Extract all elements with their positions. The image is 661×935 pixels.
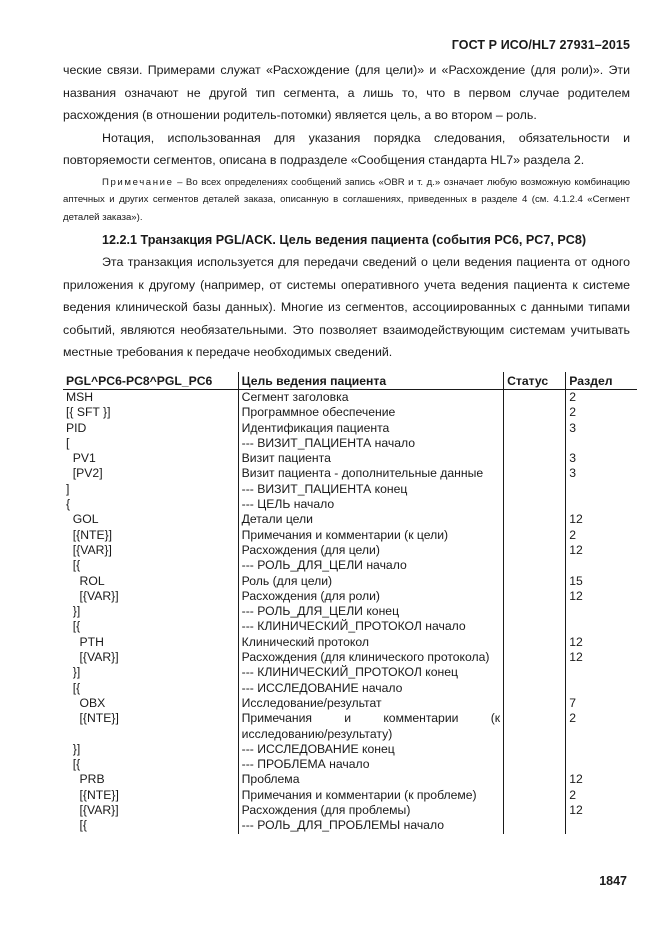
- segment-cell: PTH: [66, 634, 104, 649]
- segment-cell: [{VAR}]: [66, 588, 119, 603]
- segment-cell: [: [66, 435, 70, 450]
- segment-table: [63, 372, 637, 834]
- status-cell: [504, 405, 566, 420]
- table-row: [63, 818, 637, 833]
- section-cell: 2: [566, 528, 637, 543]
- header-section: Раздел: [566, 372, 637, 390]
- section-cell: 12: [566, 512, 637, 527]
- description-cell: --- КЛИНИЧЕСКИЙ_ПРОТОКОЛ начало: [238, 619, 503, 634]
- status-cell: [504, 482, 566, 497]
- section-cell: [566, 558, 637, 573]
- section-cell: 15: [566, 574, 637, 589]
- section-cell: [566, 742, 637, 757]
- segment-cell: }]: [66, 604, 81, 619]
- table-row: [63, 711, 637, 742]
- segment-cell: PV1: [66, 451, 96, 466]
- segment-cell: [{NTE}]: [66, 787, 119, 802]
- status-cell: [504, 497, 566, 512]
- description-cell: --- ИССЛЕДОВАНИЕ конец: [238, 742, 503, 757]
- status-cell: [504, 390, 566, 406]
- segment-cell: [{: [66, 757, 81, 772]
- table-row: [63, 466, 637, 481]
- table-row: [63, 803, 637, 818]
- description-cell: Примечания и комментарии (к проблеме): [238, 788, 503, 803]
- status-cell: [504, 818, 566, 833]
- section-cell: 2: [566, 788, 637, 803]
- status-cell: [504, 635, 566, 650]
- description-cell: Расхождения (для роли): [238, 589, 503, 604]
- segment-cell: [{: [66, 619, 81, 634]
- section-cell: [566, 604, 637, 619]
- status-cell: [504, 757, 566, 772]
- note: [63, 174, 630, 227]
- description-cell: Визит пациента: [238, 451, 503, 466]
- status-cell: [504, 803, 566, 818]
- body-text: [63, 59, 630, 364]
- note-text: – Во всех определениях сообщений запись «OBR и т. д.» означает любую возможную комбинацию аптечных и других сегментов деталей заказа, описанную в соглашениях, приведенных в разделе 4 (см. 4.1.2.4 «Сегмент деталей заказа»).: [63, 176, 630, 223]
- status-cell: [504, 681, 566, 696]
- table-row: [63, 589, 637, 604]
- table-row: [63, 696, 637, 711]
- description-cell: Роль (для цели): [238, 574, 503, 589]
- segment-cell: [{: [66, 558, 81, 573]
- segment-cell: [{NTE}]: [66, 711, 119, 726]
- paragraph-notation: Нотация, использованная для указания порядка следования, обязательности и повторяемости сегментов, описана в подразделе «Сообщения стандарта HL7» раздела 2.: [63, 130, 630, 167]
- segment-cell: [{VAR}]: [66, 803, 119, 818]
- description-cell: --- ПРОБЛЕМА начало: [238, 757, 503, 772]
- section-cell: 7: [566, 696, 637, 711]
- status-cell: [504, 742, 566, 757]
- segment-cell: }]: [66, 741, 81, 756]
- table-row: [63, 528, 637, 543]
- description-cell: Проблема: [238, 772, 503, 787]
- description-cell: --- ИССЛЕДОВАНИЕ начало: [238, 681, 503, 696]
- section-cell: 12: [566, 635, 637, 650]
- page-number: 1847: [599, 874, 627, 888]
- status-cell: [504, 512, 566, 527]
- table-row: [63, 390, 637, 406]
- table-row: [63, 574, 637, 589]
- table-row: [63, 482, 637, 497]
- description-cell: --- РОЛЬ_ДЛЯ_ПРОБЛЕМЫ начало: [238, 818, 503, 833]
- header-status: Статус: [504, 372, 566, 390]
- segment-cell: GOL: [66, 512, 99, 527]
- table-row: [63, 681, 637, 696]
- segment-cell: [{: [66, 818, 88, 833]
- header-description: Цель ведения пациента: [238, 372, 503, 390]
- table-header-row: [63, 372, 637, 390]
- segment-cell: [{VAR}]: [66, 542, 112, 557]
- section-cell: [566, 818, 637, 833]
- segment-cell: ROL: [66, 573, 105, 588]
- section-cell: [566, 497, 637, 512]
- status-cell: [504, 696, 566, 711]
- status-cell: [504, 574, 566, 589]
- status-cell: [504, 604, 566, 619]
- section-cell: 12: [566, 650, 637, 665]
- segment-cell: [{NTE}]: [66, 527, 113, 542]
- paragraph-continuation: ческие связи. Примерами служат «Расхождение (для цели)» и «Расхождение (для роли)». Эти названия означают не другой тип сегмента, а лишь то, что в первом случае родителем расхождения (в отношении родитель-потомки) является цель, а во втором – роль.: [63, 63, 630, 122]
- status-cell: [504, 711, 566, 742]
- table-row: [63, 772, 637, 787]
- status-cell: [504, 436, 566, 451]
- description-cell: Программное обеспечение: [238, 405, 503, 420]
- segment-cell: {: [66, 497, 71, 512]
- section-cell: 3: [566, 466, 637, 481]
- header-message: PGL^PC6-PC8^PGL_PC6: [63, 372, 238, 390]
- note-label: Примечание: [102, 176, 174, 188]
- section-cell: 12: [566, 589, 637, 604]
- segment-cell: [{ SFT }]: [66, 405, 111, 420]
- description-cell: Клинический протокол: [238, 635, 503, 650]
- status-cell: [504, 589, 566, 604]
- table-row: [63, 650, 637, 665]
- status-cell: [504, 772, 566, 787]
- segment-cell: OBX: [66, 695, 106, 710]
- description-cell: --- РОЛЬ_ДЛЯ_ЦЕЛИ конец: [238, 604, 503, 619]
- table-row: [63, 405, 637, 420]
- section-cell: [566, 619, 637, 634]
- description-cell: --- РОЛЬ_ДЛЯ_ЦЕЛИ начало: [238, 558, 503, 573]
- status-cell: [504, 619, 566, 634]
- table-row: [63, 757, 637, 772]
- status-cell: [504, 788, 566, 803]
- section-cell: [566, 757, 637, 772]
- status-cell: [504, 528, 566, 543]
- status-cell: [504, 665, 566, 680]
- description-cell: Исследование/результат: [238, 696, 503, 711]
- description-cell: --- КЛИНИЧЕСКИЙ_ПРОТОКОЛ конец: [238, 665, 503, 680]
- section-cell: 2: [566, 405, 637, 420]
- segment-cell: [{VAR}]: [66, 650, 119, 665]
- description-cell: Идентификация пациента: [238, 421, 503, 436]
- section-cell: 2: [566, 711, 637, 742]
- description-cell: Сегмент заголовка: [238, 390, 503, 406]
- section-cell: 2: [566, 390, 637, 406]
- table-row: [63, 604, 637, 619]
- description-cell: Примечания и комментарии (к цели): [238, 528, 503, 543]
- table-row: [63, 451, 637, 466]
- table-row: [63, 497, 637, 512]
- table-row: [63, 788, 637, 803]
- description-cell: --- ЦЕЛЬ начало: [238, 497, 503, 512]
- description-cell: Расхождения (для проблемы): [238, 803, 503, 818]
- section-cell: 12: [566, 543, 637, 558]
- description-cell: Расхождения (для клинического протокола): [238, 650, 503, 665]
- description-cell: Визит пациента - дополнительные данные: [238, 466, 503, 481]
- section-cell: 12: [566, 772, 637, 787]
- table-row: [63, 421, 637, 436]
- status-cell: [504, 466, 566, 481]
- section-cell: [566, 482, 637, 497]
- description-cell: Примечания и комментарии (к исследованию/результату): [238, 711, 503, 742]
- table-row: [63, 512, 637, 527]
- paragraph-transaction: Эта транзакция используется для передачи сведений о цели ведения пациента от одного приложения к другому (например, от системы оперативного учета ведения пациента к системе ведения клинической базы данных). Многие из сегментов, ассоциированных с данными типами событий, являются необязательными. Это позволяет взаимодействующим системам учитывать местные требования к передаче необходимых сведений.: [63, 255, 630, 359]
- segment-cell: }]: [66, 665, 81, 680]
- table-row: [63, 665, 637, 680]
- table-row: [63, 635, 637, 650]
- section-cell: 3: [566, 451, 637, 466]
- status-cell: [504, 558, 566, 573]
- document-header-id: ГОСТ Р ИСО/HL7 27931–2015: [451, 38, 630, 52]
- segment-cell: [PV2]: [66, 466, 103, 481]
- table-row: [63, 543, 637, 558]
- status-cell: [504, 650, 566, 665]
- segment-cell: PRB: [66, 772, 105, 787]
- section-cell: [566, 681, 637, 696]
- status-cell: [504, 451, 566, 466]
- segment-cell: PID: [66, 420, 87, 435]
- segment-cell: [{: [66, 680, 81, 695]
- description-cell: Детали цели: [238, 512, 503, 527]
- table-row: [63, 558, 637, 573]
- segment-cell: ]: [66, 481, 70, 496]
- section-cell: [566, 436, 637, 451]
- section-heading: 12.2.1 Транзакция PGL/ACK. Цель ведения пациента (события PC6, PC7, PC8): [102, 233, 587, 247]
- status-cell: [504, 421, 566, 436]
- table-row: [63, 742, 637, 757]
- section-cell: 12: [566, 803, 637, 818]
- section-cell: 3: [566, 421, 637, 436]
- description-cell: --- ВИЗИТ_ПАЦИЕНТА начало: [238, 436, 503, 451]
- section-cell: [566, 665, 637, 680]
- description-cell: Расхождения (для цели): [238, 543, 503, 558]
- table-row: [63, 619, 637, 634]
- status-cell: [504, 543, 566, 558]
- description-cell: --- ВИЗИТ_ПАЦИЕНТА конец: [238, 482, 503, 497]
- segment-cell: MSH: [66, 390, 94, 404]
- table-row: [63, 436, 637, 451]
